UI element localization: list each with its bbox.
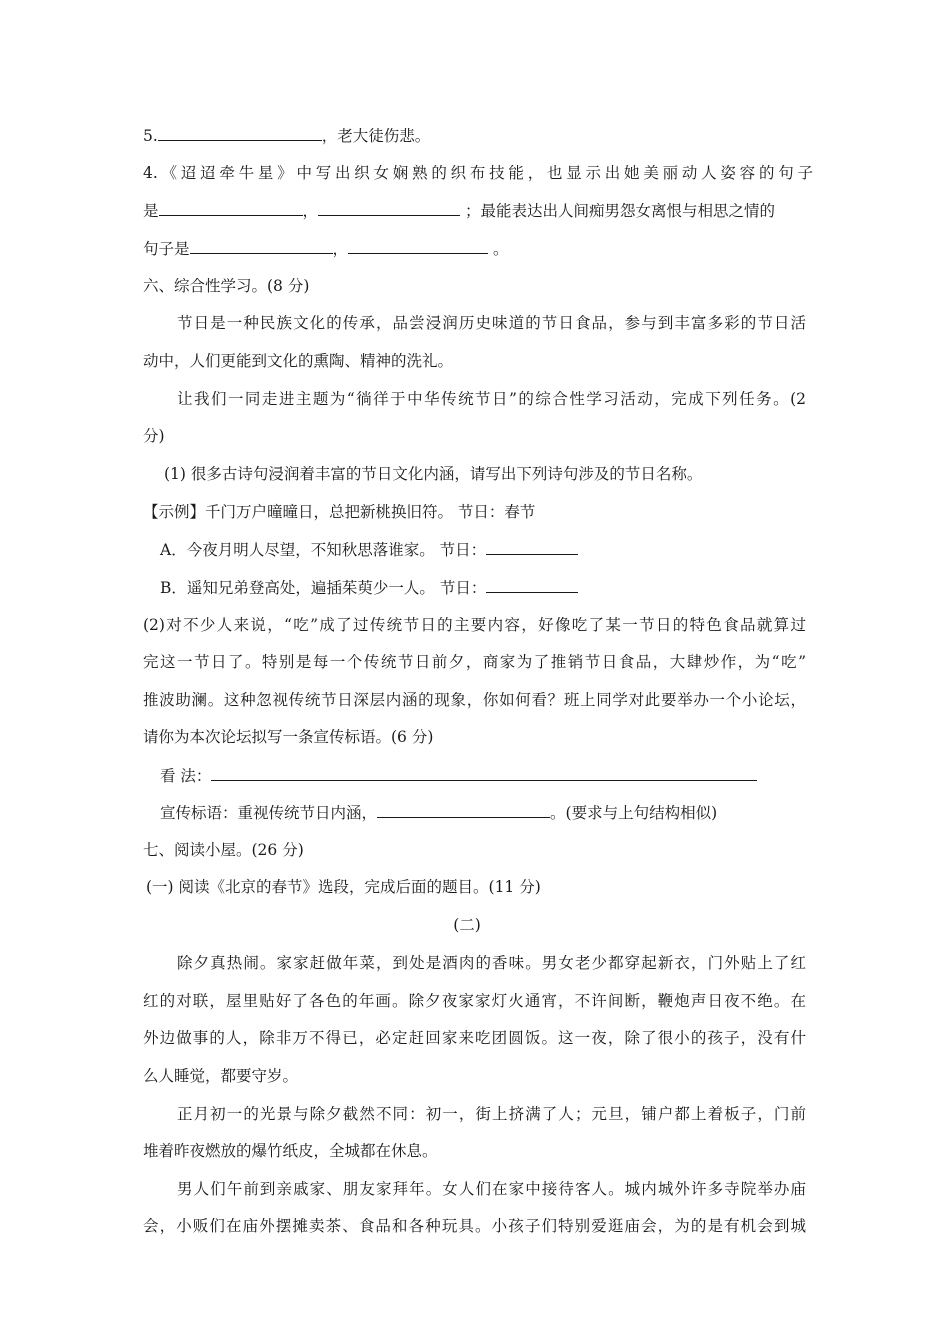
passage-paragraph-1-cont: 外边做事的人，除非万不得已，必定赶回家来吃团圆饭。这一夜，除了很小的孩子，没有什 xyxy=(143,1029,806,1047)
passage-paragraph-3-cont: 会，小贩们在庙外摆摊卖茶、食品和各种玩具。小孩子们特别爱逛庙会，为的是有机会到城 xyxy=(143,1217,806,1235)
passage-part-title: (二) xyxy=(453,916,481,934)
view-answer-line: 看 法： xyxy=(160,765,830,786)
task-1-item-b: B．遥知兄弟登高处，遍插茱萸少一人。 节日： xyxy=(160,577,830,598)
section-6-paragraph-1: 节日是一种民族文化的传承，品尝浸润历史味道的节日食品，参与到丰富多彩的节日活 xyxy=(177,314,806,332)
passage-paragraph-1: 除夕真热闹。家家赶做年菜，到处是酒肉的香味。男女老少都穿起新衣，门外贴上了红 xyxy=(177,954,806,972)
section-6-paragraph-1-cont: 动中，人们更能到文化的熏陶、精神的洗礼。 xyxy=(143,352,454,370)
task-2-line-4: 请你为本次论坛拟写一条宣传标语。(6 分) xyxy=(143,728,434,746)
task-1-item-a: A．今夜月明人尽望，不知秋思落谁家。 节日： xyxy=(160,539,830,560)
section-6-paragraph-2: 让我们一同走进主题为“徜徉于中华传统节日”的综合性学习活动，完成下列任务。(2 xyxy=(177,390,806,408)
passage-paragraph-3: 男人们午前到亲戚家、朋友家拜年。女人们在家中接待客人。城内城外许多寺院举办庙 xyxy=(177,1180,806,1198)
passage-paragraph-1-cont: 么人睡觉，都要守岁。 xyxy=(143,1067,299,1085)
question-5: 5. ，老大徒伤悲。 xyxy=(143,127,431,145)
answer-blank[interactable] xyxy=(348,238,488,254)
section-6-heading: 六、综合性学习。(8 分) xyxy=(143,277,310,295)
answer-blank[interactable] xyxy=(318,200,460,216)
task-2-line-2: 完这一节日了。特别是每一个传统节日前夕，商家为了推销节日食品，大肆炒作，为“吃” xyxy=(143,653,806,671)
reading-1-intro: (一) 阅读《北京的春节》选段，完成后面的题目。(11 分) xyxy=(146,878,541,896)
view-answer-blank[interactable] xyxy=(211,765,757,781)
passage-paragraph-1-cont: 红的对联，屋里贴好了各色的年画。除夕夜家家灯火通宵，不许间断，鞭炮声日夜不绝。在 xyxy=(143,992,806,1010)
answer-blank[interactable] xyxy=(486,539,578,555)
slogan-blank[interactable] xyxy=(377,802,550,818)
answer-blank[interactable] xyxy=(190,238,333,254)
task-1-example: 【示例】千门万户曈曈日，总把新桃换旧符。 节日：春节 xyxy=(143,503,536,521)
section-6-paragraph-2-cont: 分) xyxy=(143,427,165,445)
slogan-line: 宣传标语：重视传统节日内涵， 。(要求与上句结构相似) xyxy=(160,804,718,822)
passage-paragraph-2-cont: 堆着昨夜燃放的爆竹纸皮，全城都在休息。 xyxy=(143,1142,438,1160)
section-7-heading: 七、阅读小屋。(26 分) xyxy=(143,841,304,859)
question-4-line-1: 4.《迢迢牵牛星》中写出织女娴熟的织布技能，也显示出她美丽动人姿容的句子 xyxy=(143,164,813,182)
task-2-line-1: (2)对不少人来说，“吃”成了过传统节日的主要内容，好像吃了某一节日的特色食品就算过 xyxy=(143,616,806,634)
question-4-line-2: 是 ， ；最能表达出人间痴男怨女离恨与相思之情的 xyxy=(143,202,775,220)
task-2-line-3: 推波助澜。这种忽视传统节日深层内涵的现象，你如何看？班上同学对此要举办一个小论坛， xyxy=(143,691,806,709)
answer-blank[interactable] xyxy=(159,200,303,216)
answer-blank[interactable] xyxy=(486,577,578,593)
passage-paragraph-2: 正月初一的光景与除夕截然不同：初一，街上挤满了人；元旦，铺户都上着板子，门前 xyxy=(177,1105,806,1123)
answer-blank[interactable] xyxy=(158,125,322,141)
question-4-line-3: 句子是 ， 。 xyxy=(143,240,509,258)
task-1-prompt: (1) 很多古诗句浸润着丰富的节日文化内涵，请写出下列诗句涉及的节日名称。 xyxy=(164,465,703,483)
